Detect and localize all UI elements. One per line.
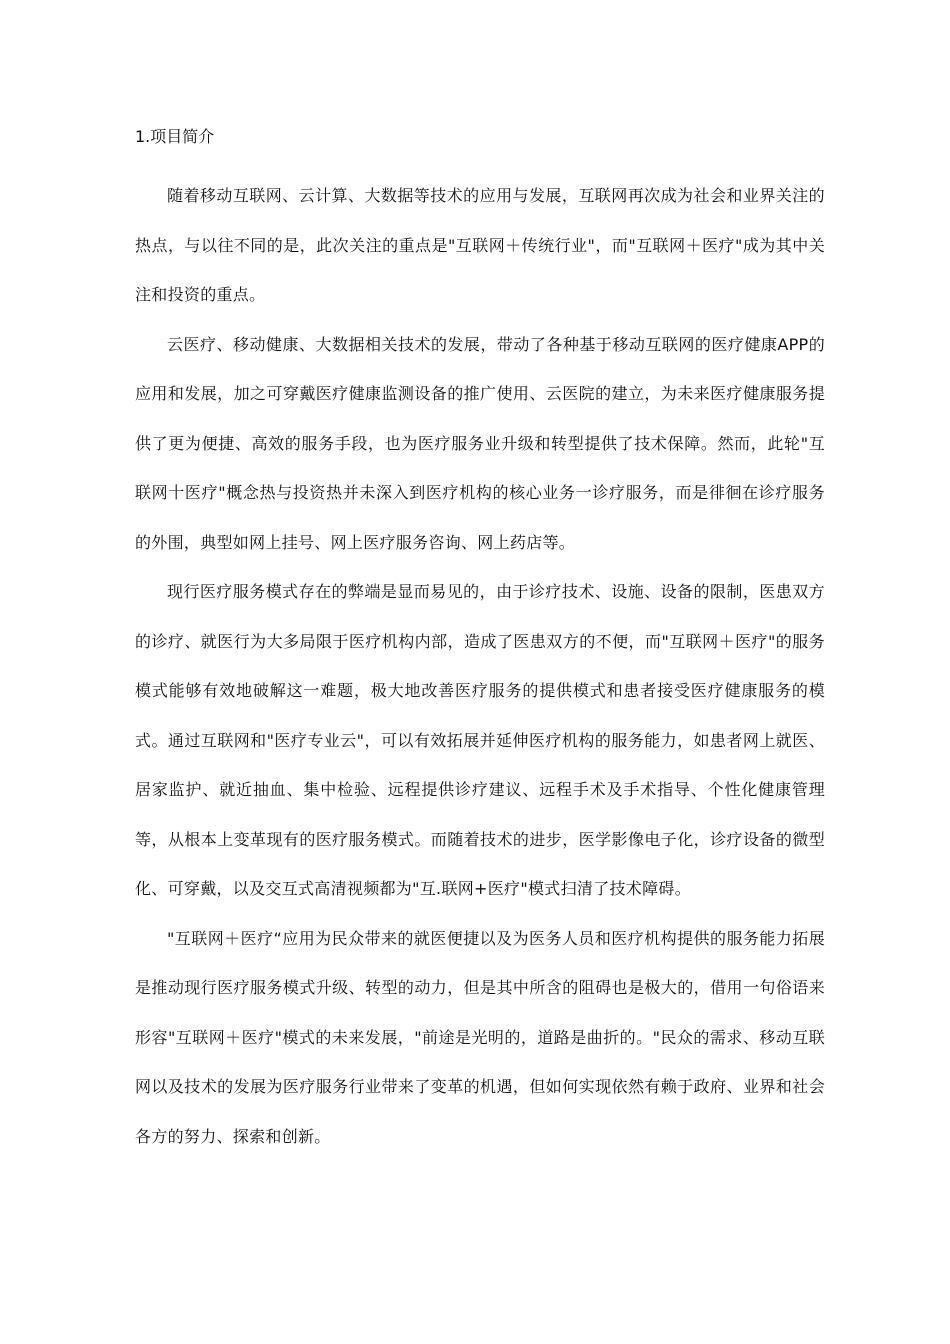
document-body [135, 122, 825, 1161]
paragraph-cloud-medical: 云医疗、移动健康、大数据相关技术的发展，带动了各种基于移动互联网的医疗健康APP的应用和发展，加之可穿戴医疗健康监测设备的推广使用、云医院的建立，为未来医疗健康服务提供了更为便捷、高效的服务手段，也为医疗服务业升级和转型提供了技术保障。然而，此轮"互联网十医疗"概念热与投资热并未深入到医疗机构的核心业务一诊疗服务，而是徘徊在诊疗服务的外围，典型如网上挂号、网上医疗服务咨询、网上药店等。 [135, 334, 825, 552]
paragraph-intro: 随着移动互联网、云计算、大数据等技术的应用与发展，互联网再次成为社会和业界关注的热点，与以往不同的是，此次关注的重点是"互联网＋传统行业"，而"互联网＋医疗"成为其中关注和投资的重点。 [135, 186, 825, 304]
paragraph-service-model: 现行医疗服务模式存在的弊端是显而易见的，由于诊疗技术、设施、设备的限制，医患双方的诊疗、就医行为大多局限于医疗机构内部，造成了医患双方的不便，而"互联网＋医疗"的服务模式能够有效地破解这一难题，极大地改善医疗服务的提供模式和患者接受医疗健康服务的模式。通过互联网和"医疗专业云"，可以有效拓展并延伸医疗机构的服务能力，如患者网上就医、居家监护、就近抽血、集中检验、远程提供诊疗建议、远程手术及手术指导、个性化健康管理等，从根本上变革现有的医疗服务模式。而随着技术的进步，医学影像电子化，诊疗设备的微型化、可穿戴，以及交互式高清视频都为"互.联网+医疗"模式扫清了技术障碍。 [135, 582, 825, 898]
section-title: 1.项目简介 [135, 127, 215, 146]
paragraph-outlook: "互联网＋医疗“应用为民众带来的就医便捷以及为医务人员和医疗机构提供的服务能力拓展是推动现行医疗服务模式升级、转型的动力，但是其中所含的阻碍也是极大的，借用一句俗语来形容"互联网＋医疗"模式的未来发展，"前途是光明的，道路是曲折的。"民众的需求、移动互联网以及技术的发展为医疗服务行业带来了变革的机遇，但如何实现依然有赖于政府、业界和社会各方的努力、探索和创新。 [135, 928, 825, 1146]
